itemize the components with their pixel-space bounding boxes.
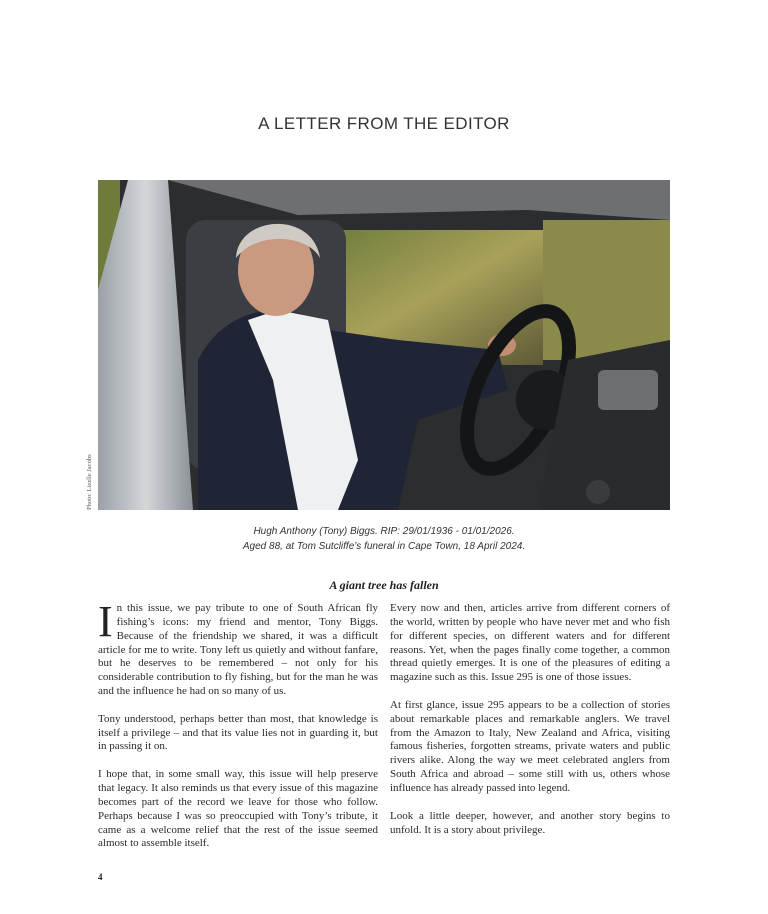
photo-credit: Photo: Liezlle Jacobs: [86, 454, 93, 510]
right-paragraph-1: Every now and then, articles arrive from different corners of the world, written by people who have never met and who fish for different species, on different waters and for different reasons. Yet, when the pages finally come together, a common thread quietly emerges. It is one of the pleasures of editing a magazine such as this. Issue 295 is one of those issues.: [390, 602, 670, 684]
right-paragraph-2: At first glance, issue 295 appears to be a collection of stories about remarkable places and remarkable anglers. We travel from the Amazon to Italy, New Zealand and Africa, visiting famous fisheries, forgotten streams, private waters and public rivers alike. Along the way we meet celebrated anglers from South Africa and abroad – some still with us, others whose influence has already passed into legend.: [390, 698, 670, 794]
portrait-photo: [98, 180, 670, 510]
right-paragraph-3: Look a little deeper, however, and another story begins to unfold. It is a story about privilege.: [390, 809, 670, 836]
page-title: A LETTER FROM THE EDITOR: [258, 114, 510, 133]
caption-line-2: Aged 88, at Tom Sutcliffe’s funeral in Cape Town, 18 April 2024.: [242, 541, 526, 552]
caption-line-1: Hugh Anthony (Tony) Biggs. RIP: 29/01/1936 - 01/01/2026.: [253, 526, 515, 537]
photo-caption: [0, 524, 768, 554]
article-heading: A giant tree has fallen: [329, 578, 439, 592]
drop-cap: I: [98, 597, 113, 646]
page-number: 4: [98, 872, 103, 882]
left-paragraph-1-text: n this issue, we pay tribute to one of South African fly fishing’s icons: my friend and mentor, Tony Biggs. Because of the friendship we shared, it was a difficult article for me to write. Tony left us quietly and without fanfare, but he deserves to be remembered – not only for his considerable contribution to fly fishing, but for the man he was and the influence he had on so many of us.: [98, 602, 378, 698]
left-paragraph-2: Tony understood, perhaps better than most, that knowledge is itself a privilege – and that its value lies not in guarding it, but in passing it on.: [98, 712, 378, 753]
left-paragraph-1: [98, 597, 378, 699]
left-column: [98, 597, 378, 865]
left-paragraph-3: I hope that, in some small way, this issue will help preserve that legacy. It also reminds us that every issue of this magazine becomes part of the record we leave for those who follow. Perhaps because I was so preoccupied with Tony’s tribute, it came as a welcome relief that the rest of the issue seemed almost to assemble itself.: [98, 768, 378, 850]
right-column: [390, 602, 670, 851]
